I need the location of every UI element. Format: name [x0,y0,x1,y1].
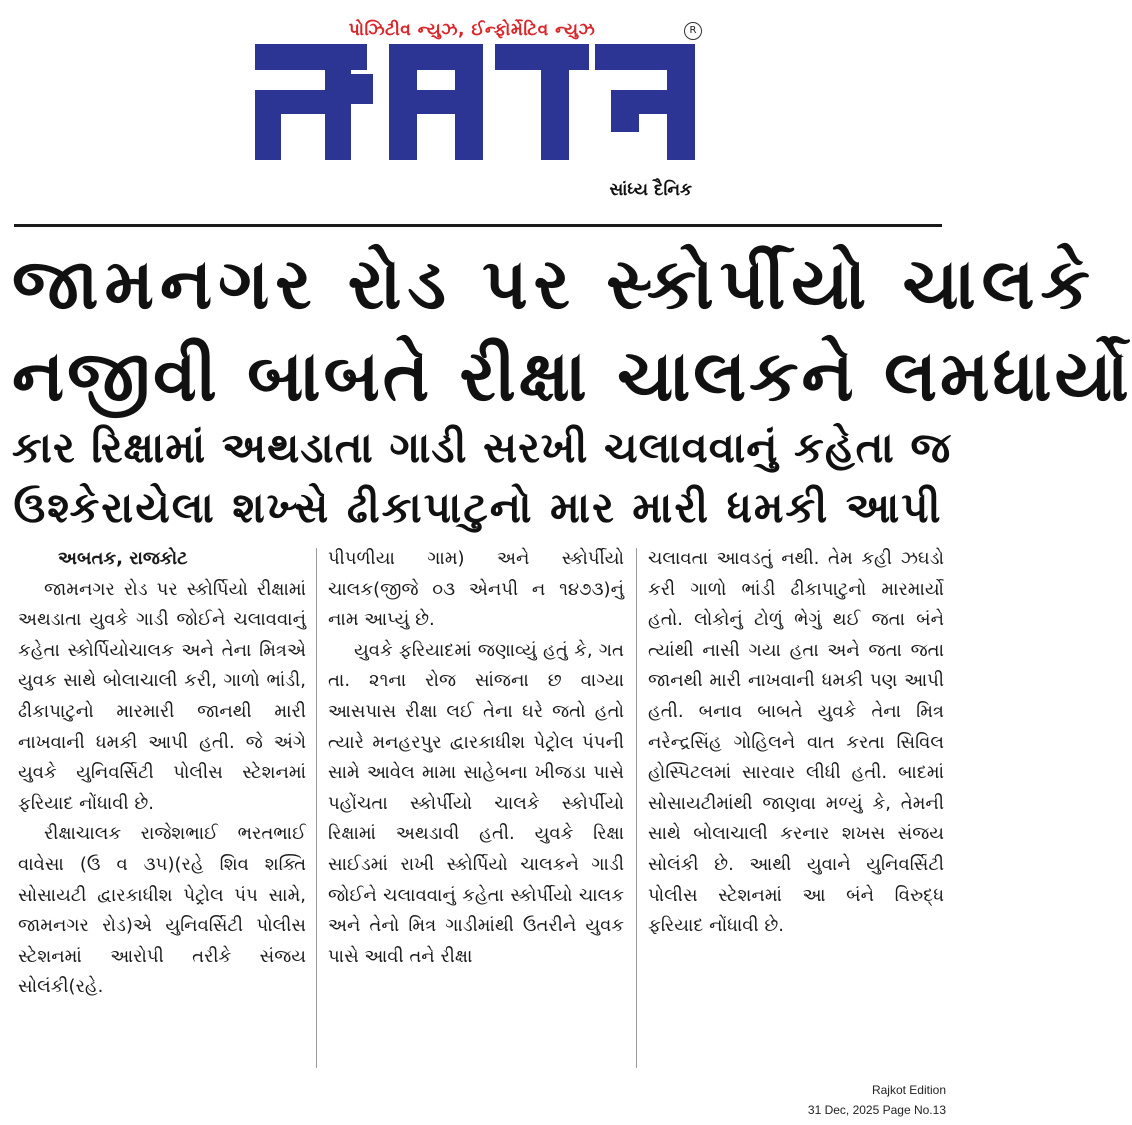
article-column-2 [328,544,624,1074]
sub-headline-line2: ઉશ્કેરાયેલા શખ્સે ઢીકાપાટુનો માર મારી ધમકી આપી [13,483,943,532]
dateline: અબતક, રાજકોટ [58,548,188,569]
main-headline-line1: જામનગર રોડ પર સ્કોર્પીયો ચાલકે [12,243,1096,325]
article-paragraph: યુવકે ફરિયાદમાં જણાવ્યું હતું કે, ગત તા. ૨૧ના રોજ સાંજના છ વાગ્યા આસપાસ રીક્ષા લઈ તેના ઘરે જતો હતો ત્યારે મનહરપુર દ્વારકાધીશ પેટ્રોલ પંપની સામે આવેલ મામા સાહેબના ખીજડા પાસે પહોંચતા સ્કોર્પીયો ચાલકે સ્કોર્પીયો રિક્ષામાં અથડાવી હતી. યુવકે રિક્ષા સાઈડમાં રાખી સ્કોર્પિયો ચાલકને ગાડી જોઈને ચલાવવાનું કહેતા સ્કોર્પીયો ચાલક અને તેનો મિત્ર ગાડીમાંથી ઉતરીને યુવક પાસે આવી તને રીક્ષા [328,639,624,967]
article-paragraph: જામનગર રોડ પર સ્કોર્પિયો રીક્ષામાં અથડાતા યુવકે ગાડી જોઈને ચલાવવાનું કહેતા સ્કોર્પિયોચાલક અને તેના મિત્રએ યુવક સાથે બોલાચાલી કરી, ગાળો ભાંડી, ઢીકાપાટુનો મારમારી જાનથી મારી નાખવાની ધમકી આપી હતી. જે અંગે યુવકે યુનિવર્સિટી પોલીસ સ્ટેશનમાં ફરિયાદ નોંધાવી છે. [18,578,306,814]
masthead-tagline: પોઝિટીવ ન્યુઝ, ઈન્ફોર્મેટિવ ન્યુઝ [348,20,596,40]
sub-headline-line1: કાર રિક્ષામાં અથડાતા ગાડી સરખી ચલાવવાનું કહેતા જ [12,423,952,472]
article-paragraph: ચલાવતા આવડતું નથી. તેમ કહી ઝઘડો કરી ગાળો ભાંડી ઢીકાપાટુનો મારમાર્યો હતો. લોકોનું ટોળું ભેગું થઈ જતા બંને ત્યાંથી નાસી ગયા હતા અને જતા જતા જાનથી મારી નાખવાની ધમકી પણ આપી હતી. બનાવ બાબતે યુવકે તેના મિત્ર નરેન્દ્રસિંહ ગોહિલને વાત કરતા સિવિલ હોસ્પિટલમાં સારવાર લીધી હતી. બાદમાં સોસાયટીમાંથી જાણવા મળ્યું કે, તેમની સાથે બોલાચાલી કરનાર શખસ સંજય સોલંકી છે. આથી યુવાને યુનિવર્સિટી પોલીસ સ્ટેશનમાં આ બંને વિરુદ્ધ ફરિયાદ નોંધાવી છે. [648,548,944,937]
registered-trademark-icon: R [684,22,702,40]
logo-text: અબતક [473,132,477,133]
newspaper-logo [255,38,695,166]
masthead-divider [14,224,942,227]
column-divider [316,548,317,1068]
main-headline-line2: નજીવી બાબતે રીક્ષા ચાલકને લમધાર્યો [12,335,1132,417]
article-column-1 [18,544,306,1074]
sub-brand-label: સાંધ્ય દૈનિક [609,180,692,200]
article-paragraph: રીક્ષાચાલક રાજેશભાઈ ભરતભાઈ વાવેસા (ઉ વ ૩૫)(રહે શિવ શક્તિ સોસાયટી દ્વારકાધીશ પેટ્રોલ પંપ સામે, જામનગર રોડ)એ યુનિવર્સિટી પોલીસ સ્ટેશનમાં આરોપી તરીકે સંજય સોલંકી(રહે. [18,823,306,998]
article-paragraph: પીપળીયા ગામ) અને સ્કોર્પીયો ચાલક(જીજે ૦૩ એનપી ન ૧૪૭૩)નું નામ આપ્યું છે. [328,548,624,631]
edition-label: Rajkot Edition [871,1083,946,1097]
article-column-3 [648,544,944,1074]
date-page-label: 31 Dec, 2025 Page No.13 [807,1103,946,1117]
column-divider [636,548,637,1068]
